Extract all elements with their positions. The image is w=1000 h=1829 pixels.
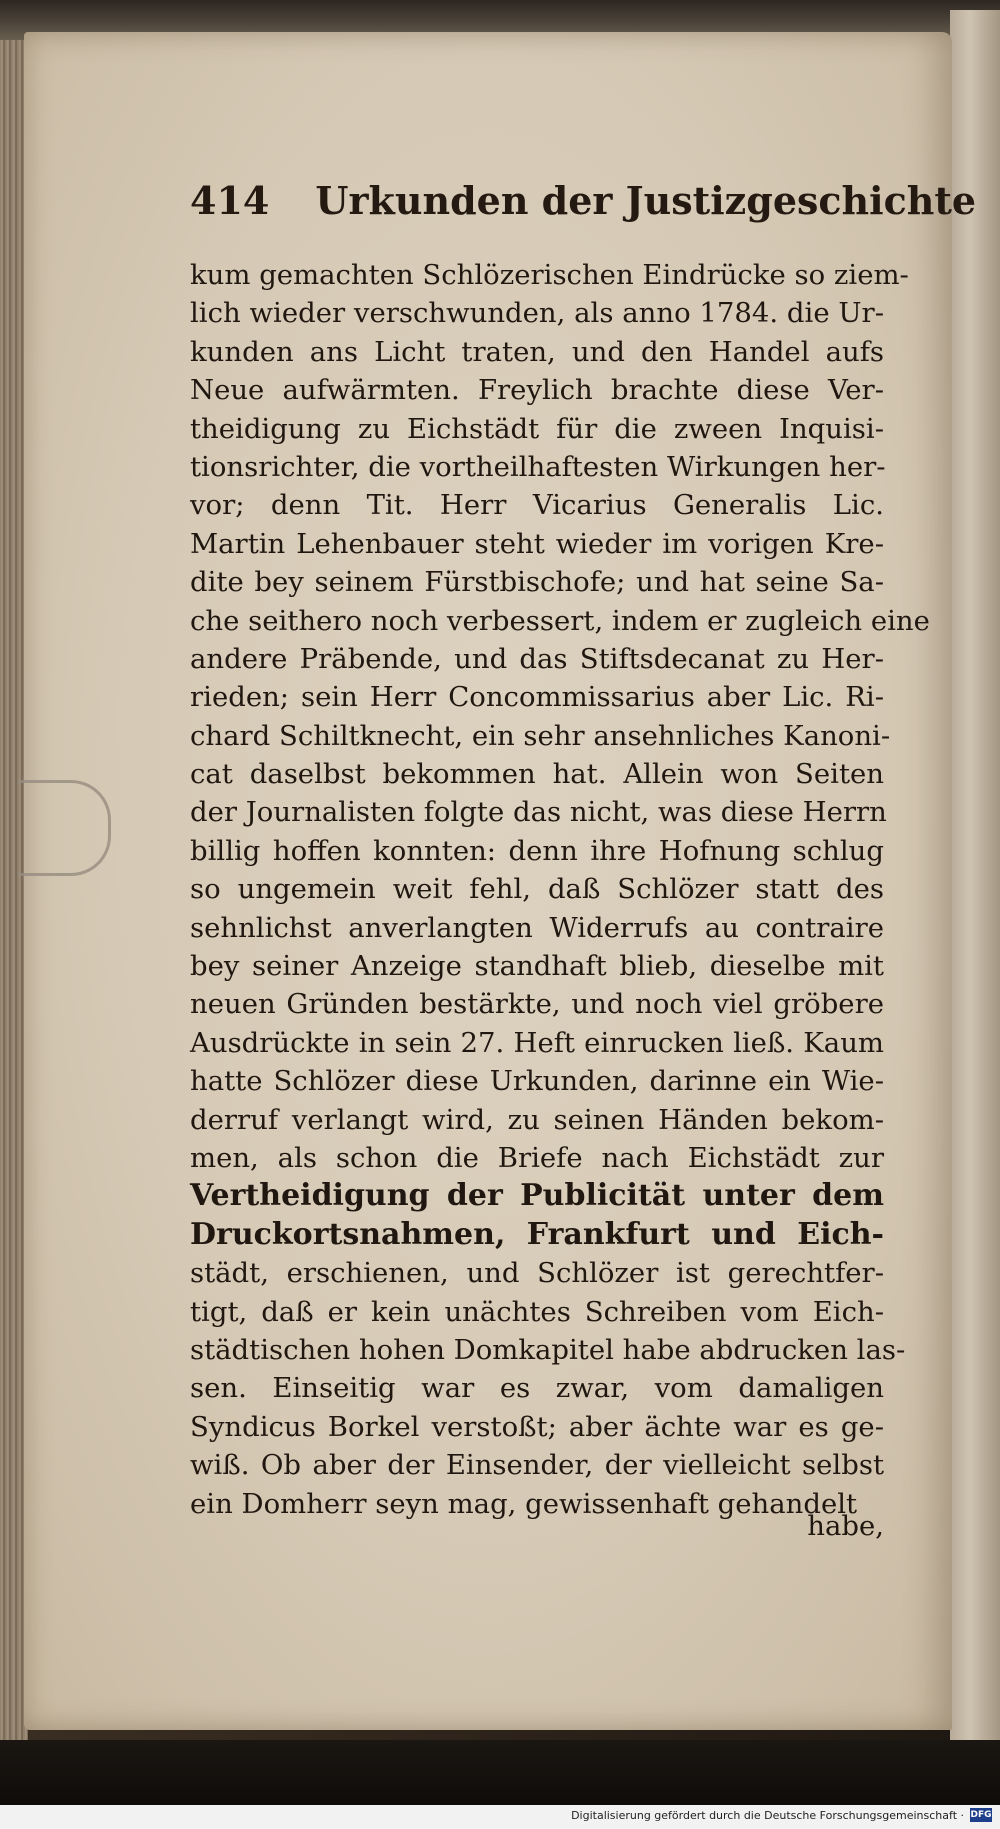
text-line: sehnlichst anverlangten Widerrufs au contraire	[190, 911, 884, 944]
text-line: tionsrichter, die vortheilhaftesten Wirkungen her-	[190, 450, 886, 483]
text-line: dite bey seinem Fürstbischofe; und hat seine Sa-	[190, 566, 884, 599]
text-line: andere Präbende, und das Stiftsdecanat zu Her-	[190, 642, 884, 675]
dfg-logo: DFG	[970, 1810, 992, 1820]
text-line: ein Domherr seyn mag, gewissenhaft gehandelt	[190, 1487, 858, 1520]
text-line: kunden ans Licht traten, und den Handel aufs	[190, 335, 884, 368]
page-number: 414	[190, 178, 270, 223]
text-line: bey seiner Anzeige standhaft blieb, dieselbe mit	[190, 950, 884, 983]
text-line: Martin Lehenbauer steht wieder im vorigen Kre-	[190, 527, 884, 560]
text-line: derruf verlangt wird, zu seinen Händen bekom-	[190, 1103, 884, 1136]
text-line: vor; denn Tit. Herr Vicarius Generalis Lic.	[190, 489, 884, 522]
text-line: sen. Einseitig war es zwar, vom damaligen	[190, 1372, 884, 1405]
scan-bottom-band	[0, 1740, 1000, 1805]
text-line: lich wieder verschwunden, als anno 1784. die Ur-	[190, 297, 884, 330]
catchword: habe,	[807, 1510, 884, 1542]
text-line: so ungemein weit fehl, daß Schlözer statt des	[190, 873, 884, 906]
footer-credit: Digitalisierung gefördert durch die Deutsche Forschungsgemeinschaft ·	[571, 1809, 964, 1822]
text-line: städtischen hohen Domkapitel habe abdrucken las-	[190, 1333, 906, 1366]
running-title: Urkunden der Justizgeschichte	[315, 178, 977, 223]
text-line: tigt, daß er kein unächtes Schreiben vom Eich-	[190, 1295, 884, 1328]
text-line: städt, erschienen, und Schlözer ist gerechtfer-	[190, 1257, 884, 1290]
text-line: cat daselbst bekommen hat. Allein won Seiten	[190, 758, 884, 791]
text-line: Ausdrückte in sein 27. Heft einrucken ließ. Kaum	[190, 1026, 884, 1059]
text-line: billig hoffen konnten: denn ihre Hofnung schlug	[190, 834, 884, 867]
text-line: neuen Gründen bestärkte, und noch viel gröbere	[190, 988, 884, 1021]
text-line: che seithero noch verbessert, indem er zugleich eine	[190, 604, 930, 637]
text-line: kum gemachten Schlözerischen Eindrücke so ziem-	[190, 259, 909, 291]
text-line: hatte Schlözer diese Urkunden, darinne ein Wie-	[190, 1065, 884, 1098]
text-line: theidigung zu Eichstädt für die zween Inquisi-	[190, 412, 884, 445]
text-line: men, als schon die Briefe nach Eichstädt zur	[190, 1141, 884, 1174]
text-line: rieden; sein Herr Concommissarius aber Lic. Ri-	[190, 681, 884, 714]
text-line: wiß. Ob aber der Einsender, der vielleicht selbst	[190, 1449, 884, 1482]
text-line: Vertheidigung der Publicität unter dem	[190, 1178, 884, 1214]
text-line: Syndicus Borkel verstoßt; aber ächte war es ge-	[190, 1410, 884, 1443]
text-line: Druckortsnahmen, Frankfurt und Eich-	[190, 1216, 884, 1252]
page-edges-right	[950, 10, 1000, 1740]
page-clip	[18, 780, 111, 876]
running-header	[190, 178, 976, 223]
text-line: der Journalisten folgte das nicht, was diese Herrn	[190, 796, 887, 829]
body-text	[190, 256, 930, 1523]
text-line: Neue aufwärmten. Freylich brachte diese Ver-	[190, 374, 884, 407]
text-line: chard Schiltknecht, ein sehr ansehnliches Kanoni-	[190, 719, 891, 752]
